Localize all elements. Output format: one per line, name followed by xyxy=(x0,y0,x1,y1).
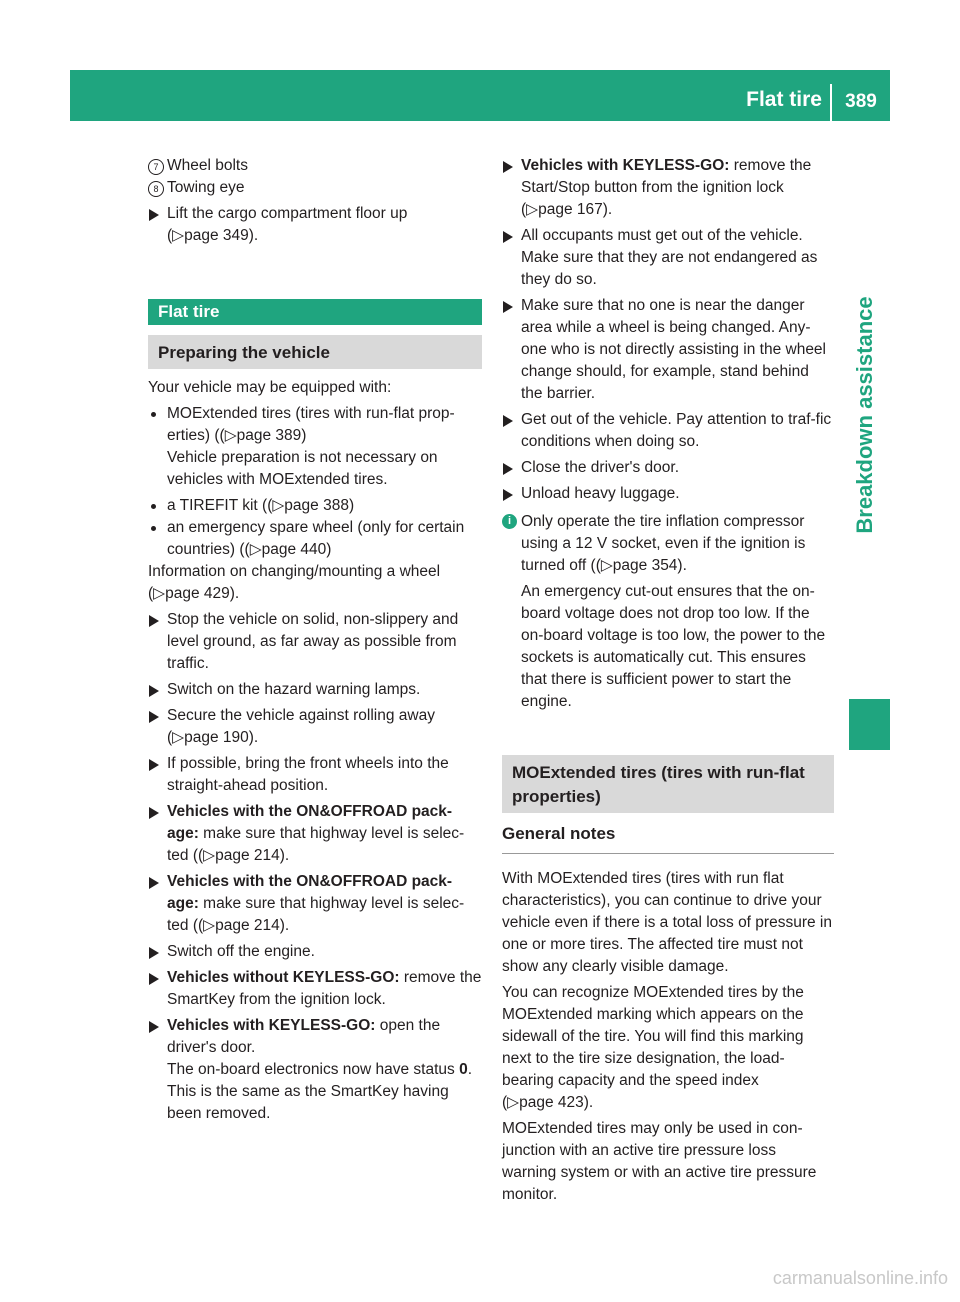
step-condition: Vehicles without KEYLESS-GO: xyxy=(167,969,400,986)
intro-text: Your vehicle may be equipped with: xyxy=(148,379,392,396)
step-item xyxy=(148,203,482,247)
body-paragraph: MOExtended tires may only be used in con-junction with an active tire pressure loss warning system or with an active tire pressure monitor. xyxy=(502,1120,817,1203)
page-reference-link[interactable]: (▷ page 349). xyxy=(167,227,258,244)
page-number: 389 xyxy=(845,91,877,112)
step-item xyxy=(148,705,482,749)
step-condition: Vehicles with KEYLESS-GO: xyxy=(521,157,730,174)
step-item xyxy=(502,225,834,291)
page-reference-link[interactable]: (▷ page 423). xyxy=(502,1094,593,1111)
header-bar xyxy=(70,70,890,121)
side-tab-label xyxy=(840,130,890,700)
step-item xyxy=(148,967,482,1011)
step-text: Switch off the engine. xyxy=(167,943,315,960)
step-item xyxy=(148,1015,482,1125)
legend-label: Towing eye xyxy=(167,179,245,196)
callout-number-icon: 8 xyxy=(148,181,164,197)
page-reference-link[interactable]: (▷ page 388) xyxy=(267,497,354,514)
section-heading: Flat tire xyxy=(148,299,482,325)
info-note xyxy=(502,511,834,713)
step-item xyxy=(502,483,834,505)
bullet-text: a TIREFIT kit ( xyxy=(167,497,268,514)
bullet-text: MOExtended tires (tires with run-flat prop-erties) ( xyxy=(167,405,455,444)
legend-label: Wheel bolts xyxy=(167,157,248,174)
info-paragraph: An emergency cut-out ensures that the on-board voltage does not drop too low. If the on-board voltage is too low, the power to the sockets is automatically cut. This ensures that there is sufficient power to start the engine. xyxy=(521,583,826,710)
step-text: make sure that highway level is selec-ted ( xyxy=(167,895,465,934)
body-paragraph: You can recognize MOExtended tires by the MOExtended marking which appears on the sidewall of the tire. You will find this marking next to the tire size designation, the load-bearing capacity and the speed index (▷ page 423). xyxy=(502,982,834,1114)
step-text: Close the driver's door. xyxy=(521,459,680,476)
step-item xyxy=(502,457,834,479)
chapter-label: Breakdown assistance xyxy=(852,296,877,534)
bullet-note: Vehicle preparation is not necessary on vehicles with MOExtended tires. xyxy=(167,449,438,488)
page-reference-link[interactable]: (▷ page 429). xyxy=(148,585,239,602)
watermark: carmanualsonline.info xyxy=(772,1268,948,1288)
page-reference-link[interactable]: (▷ page 167). xyxy=(521,201,612,218)
page-reference-link[interactable]: (▷ page 214). xyxy=(198,917,289,934)
step-note: The on-board electronics now have status xyxy=(167,1061,460,1078)
step-item xyxy=(148,941,482,963)
step-item xyxy=(148,753,482,797)
body-paragraph: With MOExtended tires (tires with run flat characteristics), you can continue to drive your vehicle even if there is a total loss of pressure in one or more tires. The affected tire must not show any clearly visible damage. xyxy=(502,870,832,975)
info-icon: i xyxy=(502,514,517,529)
right-column xyxy=(502,155,834,1210)
step-text: remove the Start/Stop button from the ignition lock xyxy=(521,157,812,196)
general-notes-heading: General notes xyxy=(502,821,834,854)
callout-number-icon: 7 xyxy=(148,159,164,175)
legend-item xyxy=(148,155,482,177)
bullet-item xyxy=(148,517,482,561)
info-paragraph: Only operate the tire inflation compressor using a 12 V socket, even if the ignition is turned off ((▷ page 354). xyxy=(521,511,834,577)
step-text: Secure the vehicle against rolling away xyxy=(167,707,435,724)
step-text: Unload heavy luggage. xyxy=(521,485,680,502)
step-item xyxy=(148,801,482,867)
step-text: Make sure that no one is near the danger area while a wheel is being changed. Any-one who is not directly assisting in the wheel change should, for example, stand behind the barrier. xyxy=(521,297,826,402)
step-text: If possible, bring the front wheels into the straight-ahead position. xyxy=(167,755,449,794)
step-condition: Vehicles with KEYLESS-GO: xyxy=(167,1017,376,1034)
chapter-tab-marker xyxy=(849,699,890,750)
subsection-heading: MOExtended tires (tires with run-flat properties) xyxy=(502,755,834,813)
step-condition: Vehicles with the ON&OFFROAD pack-age: xyxy=(167,803,453,842)
step-item xyxy=(502,295,834,405)
step-text: Get out of the vehicle. Pay attention to traf-fic conditions when doing so. xyxy=(521,411,832,450)
page-reference-link[interactable]: (▷ page 354). xyxy=(596,557,687,574)
step-text: Switch on the hazard warning lamps. xyxy=(167,681,421,698)
status-value: 0 xyxy=(459,1061,468,1078)
step-text: remove the SmartKey from the ignition lock. xyxy=(167,969,482,1008)
step-item xyxy=(502,409,834,453)
page-reference-link[interactable]: (▷ page 389) xyxy=(220,427,307,444)
bullet-item xyxy=(148,403,482,447)
step-text: Lift the cargo compartment floor up xyxy=(167,205,408,222)
step-item xyxy=(148,679,482,701)
step-text: All occupants must get out of the vehicle. Make sure that they are not endangered as they do so. xyxy=(521,227,818,288)
page-reference-link[interactable]: (▷ page 214). xyxy=(198,847,289,864)
subsection-heading: Preparing the vehicle xyxy=(148,335,482,369)
step-text: make sure that highway level is selec-ted ( xyxy=(167,825,465,864)
left-column xyxy=(148,155,482,1129)
page-reference-link[interactable]: (▷ page 190). xyxy=(167,729,258,746)
page-reference-link[interactable]: (▷ page 440) xyxy=(245,541,332,558)
legend-item xyxy=(148,177,482,199)
step-item xyxy=(502,155,834,221)
step-text: Stop the vehicle on solid, non-slippery and level ground, as far away as possible from traffic. xyxy=(167,611,459,672)
bullet-text: an emergency spare wheel (only for certain countries) ( xyxy=(167,519,465,558)
section-title: Flat tire xyxy=(746,88,822,111)
step-note: . This is the same as the SmartKey having been removed. xyxy=(167,1061,473,1122)
step-condition: Vehicles with the ON&OFFROAD pack-age: xyxy=(167,873,453,912)
info-text: Information on changing/mounting a wheel (▷ page 429). xyxy=(148,561,482,605)
step-item xyxy=(148,871,482,937)
bullet-item xyxy=(148,495,482,517)
step-item xyxy=(148,609,482,675)
step-text: open the driver's door. xyxy=(167,1017,441,1056)
